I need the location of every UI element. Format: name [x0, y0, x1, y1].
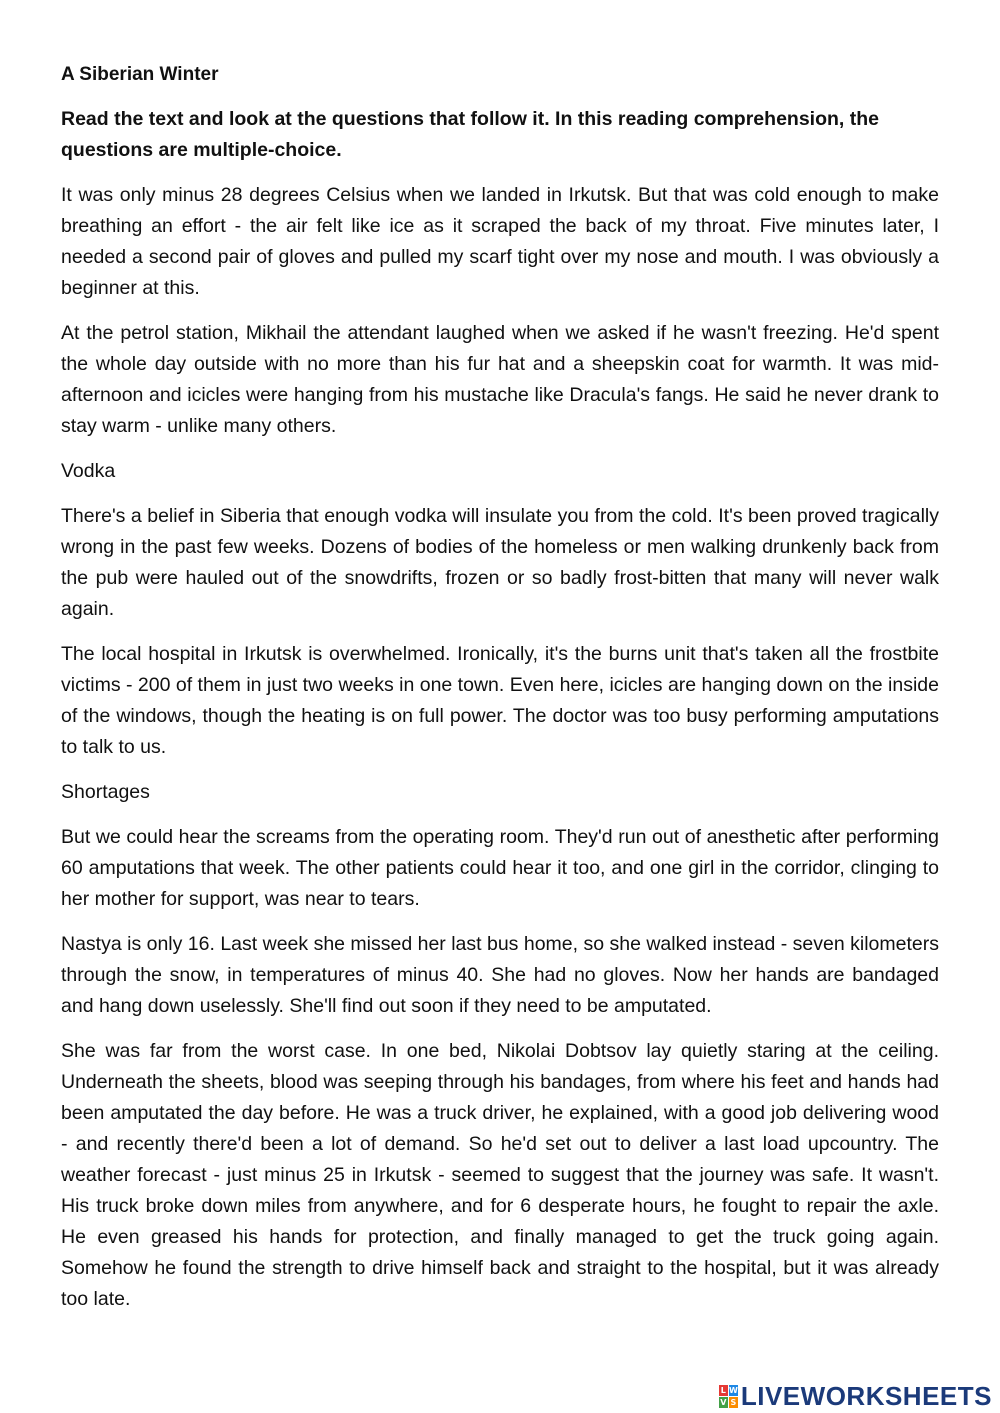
instructions: Read the text and look at the questions that follow it. In this reading comprehension, the questions are multiple-choice. — [61, 108, 879, 161]
liveworksheets-logo — [719, 1381, 992, 1411]
paragraph-6: Nastya is only 16. Last week she missed her last bus home, so she walked instead - seven kilometers through the snow, in temperatures of minus 40. She had no gloves. Now her hands are bandaged and hang down uselessly. She'll find out soon if they need to be amputated. — [61, 933, 939, 1017]
paragraph-1: It was only minus 28 degrees Celsius when we landed in Irkutsk. But that was cold enough to make breathing an effort - the air felt like ice as it scraped the back of my throat. Five minutes later, I needed a second pair of gloves and pulled my scarf tight over my nose and mouth. I was obviously a beginner at this. — [61, 184, 939, 299]
section-heading-shortages: Shortages — [61, 781, 150, 803]
logo-text: LIVEWORKSHEETS — [740, 1380, 992, 1411]
paragraph-3: There's a belief in Siberia that enough vodka will insulate you from the cold. It's been proved tragically wrong in the past few weeks. Dozens of bodies of the homeless or men walking drunkenly back from the pub were hauled out of the snowdrifts, frozen or so badly frost-bitten that many will never walk again. — [61, 505, 939, 620]
paragraph-4: The local hospital in Irkutsk is overwhelmed. Ironically, it's the burns unit that's taken all the frostbite victims - 200 of them in just two weeks in one town. Even here, icicles are hanging down on the inside of the windows, though the heating is on full power. The doctor was too busy performing amputations to talk to us. — [61, 643, 939, 758]
paragraph-7: She was far from the worst case. In one bed, Nikolai Dobtsov lay quietly staring at the ceiling. Underneath the sheets, blood was seeping through his bandages, from where his feet and hands had been amputated the day before. He was a truck driver, he explained, with a good job delivering wood - and recently there'd been a lot of demand. So he'd set out to deliver a last load upcountry. The weather forecast - just minus 25 in Irkutsk - seemed to suggest that the journey was safe. It wasn't. His truck broke down miles from anywhere, and for 6 desperate hours, he fought to repair the axle. He even greased his hands for protection, and finally managed to get the truck going again. Somehow he found the strength to drive himself back and straight to the hospital, but it was already too late. — [61, 1040, 939, 1310]
paragraph-5: But we could hear the screams from the operating room. They'd run out of anesthetic after performing 60 amputations that week. The other patients could hear it too, and one girl in the corridor, clinging to her mother for support, was near to tears. — [61, 826, 939, 910]
logo-mark-icon: L W V S — [720, 1385, 738, 1407]
document-title: A Siberian Winter — [61, 64, 219, 85]
section-heading-vodka: Vodka — [61, 460, 116, 482]
paragraph-2: At the petrol station, Mikhail the attendant laughed when we asked if he wasn't freezing. He'd spent the whole day outside with no more than his fur hat and a sheepskin coat for warmth. It was mid-afternoon and icicles were hanging from his mustache like Dracula's fangs. He said he never drank to stay warm - unlike many others. — [61, 322, 939, 437]
worksheet-page — [61, 62, 939, 1329]
